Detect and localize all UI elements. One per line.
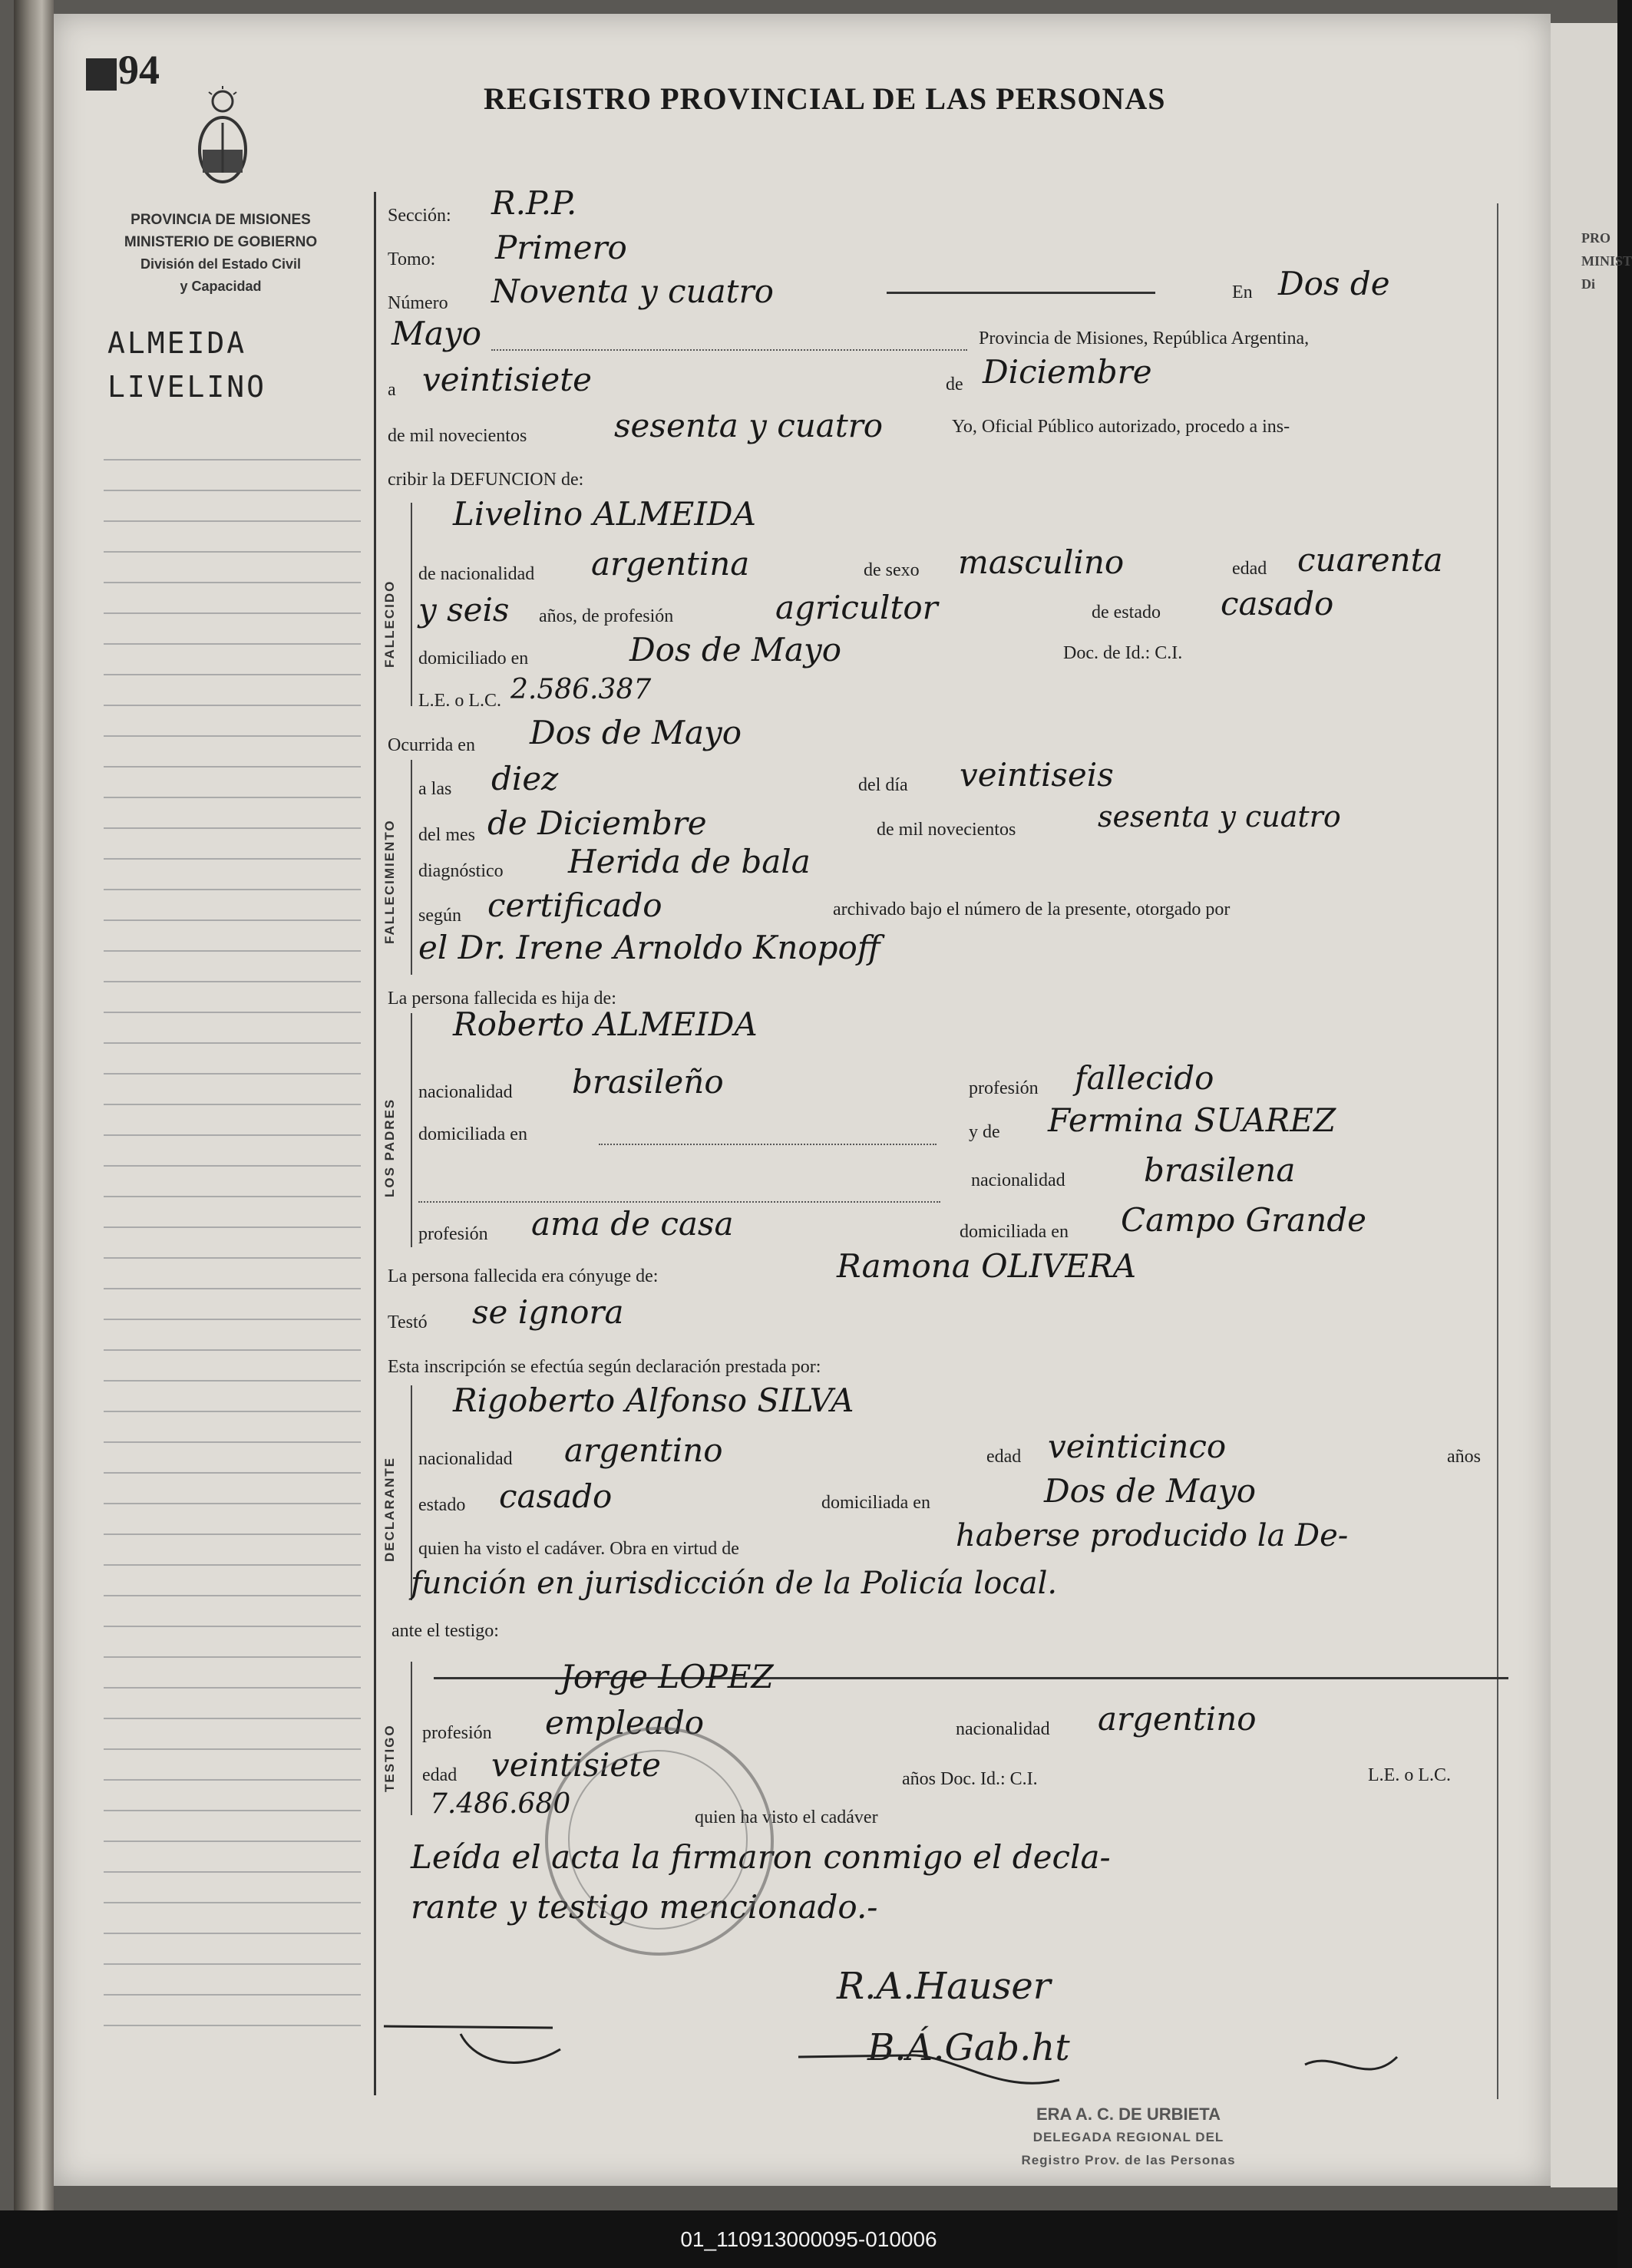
- label-testigo-nacionalidad: nacionalidad: [956, 1719, 1050, 1739]
- value-estado: casado: [1221, 585, 1334, 622]
- section-padres: LOS PADRES: [382, 1098, 397, 1197]
- label-diagnostico: diagnóstico: [418, 861, 504, 881]
- label-testigo-doc: años Doc. Id.: C.I.: [902, 1769, 1038, 1789]
- value-obra-1: haberse producido la De-: [956, 1518, 1349, 1553]
- label-doc: Doc. de Id.: C.I.: [1063, 643, 1183, 663]
- label-declarante-intro: Esta inscripción se efectúa según declaración prestada por:: [388, 1357, 821, 1377]
- value-hora: diez: [491, 760, 559, 797]
- image-id-caption: 01_110913000095-010006: [0, 2210, 1617, 2268]
- label-madre-domicilio: domiciliada en: [960, 1222, 1069, 1242]
- value-profesion: agricultor: [775, 589, 938, 626]
- label-domicilio: domiciliado en: [418, 649, 529, 669]
- label-anos: años: [1447, 1447, 1481, 1467]
- facing-page-edge: [1551, 23, 1632, 2187]
- label-anos-profesion: años, de profesión: [539, 606, 674, 626]
- label-madre-profesion: profesión: [418, 1224, 488, 1244]
- value-testigo-profesion: empleado: [545, 1704, 705, 1741]
- label-le: L.E. o L.C.: [418, 691, 501, 711]
- margin-surname: ALMEIDA: [107, 326, 247, 360]
- delegacion-line: Registro Prov. de las Personas: [1021, 2153, 1236, 2167]
- value-madre-profesion: ama de casa: [531, 1205, 734, 1243]
- provincia-text: Provincia de Misiones, República Argentina,: [979, 328, 1310, 348]
- value-madre-domicilio: Campo Grande: [1121, 1201, 1366, 1239]
- label-de: de: [946, 375, 963, 395]
- margin-given-name: LIVELINO: [107, 370, 267, 404]
- label-padre-profesion: profesión: [969, 1078, 1039, 1098]
- visto-cadaver-text: quien ha visto el cadáver: [695, 1807, 878, 1827]
- oficial-text: Yo, Oficial Público autorizado, procedo a ins-: [952, 417, 1290, 437]
- value-sexo: masculino: [958, 543, 1125, 581]
- right-border: [1497, 203, 1498, 2099]
- page-number: 94: [86, 46, 160, 94]
- value-seccion: R.P.P.: [491, 184, 577, 222]
- label-ante-testigo: ante el testigo:: [391, 1621, 499, 1641]
- value-day: veintisiete: [422, 361, 592, 398]
- page-divider: [374, 192, 376, 2095]
- value-padre: Roberto ALMEIDA: [453, 1005, 758, 1043]
- fallecimiento-box: [411, 760, 412, 975]
- value-conyuge: Ramona OLIVERA: [837, 1247, 1137, 1285]
- label-a: a: [388, 380, 396, 400]
- label-mes: del mes: [418, 825, 475, 845]
- value-declarante-nombre: Rigoberto Alfonso SILVA: [453, 1382, 854, 1419]
- issuer-block: [84, 209, 357, 298]
- value-month: Diciembre: [983, 353, 1152, 391]
- value-tomo: Primero: [495, 229, 627, 266]
- delegacion-stamp: [967, 2103, 1290, 2172]
- label-estado: de estado: [1092, 602, 1161, 622]
- value-le: 2.586.387: [510, 674, 652, 705]
- label-seccion: Sección:: [388, 206, 451, 226]
- archivado-text: archivado bajo el número de la presente, otorgado por: [833, 900, 1231, 919]
- value-segun: certificado: [487, 886, 662, 924]
- value-mes: de Diciembre: [487, 804, 707, 842]
- label-testo: Testó: [388, 1312, 428, 1332]
- value-deceased-name: Livelino ALMEIDA: [453, 495, 756, 533]
- section-declarante: DECLARANTE: [382, 1456, 397, 1562]
- label-dia: del día: [858, 775, 908, 795]
- label-madre-nacionalidad: nacionalidad: [971, 1170, 1065, 1190]
- facing-page-text: MINIST: [1581, 253, 1632, 269]
- value-declarante-edad: veinticinco: [1048, 1428, 1227, 1465]
- value-testigo-doc: 7.486.680: [430, 1788, 571, 1820]
- value-numero: Noventa y cuatro: [491, 272, 774, 310]
- value-dia: veintiseis: [960, 756, 1114, 794]
- label-y-de: y de: [969, 1122, 1000, 1142]
- value-declarante-estado: casado: [499, 1477, 613, 1515]
- label-edad: edad: [1232, 559, 1267, 579]
- value-testigo-nombre: Jorge LOPEZ: [560, 1658, 774, 1695]
- value-cierre-1: Leída el acta la firmaron conmigo el decla-: [411, 1838, 1111, 1876]
- section-fallecido: FALLECIDO: [382, 579, 397, 668]
- value-testigo-nacionalidad: argentino: [1098, 1700, 1257, 1738]
- testigo-box: [411, 1662, 412, 1815]
- issuer-line: MINISTERIO DE GOBIERNO: [124, 234, 318, 250]
- facing-page-text: PRO: [1581, 230, 1611, 246]
- issuer-line: PROVINCIA DE MISIONES: [130, 212, 311, 228]
- label-declarante-edad: edad: [986, 1447, 1022, 1467]
- facing-page-text: Di: [1581, 276, 1595, 292]
- delegacion-line: DELEGADA REGIONAL DEL: [1032, 2130, 1224, 2144]
- value-year: sesenta y cuatro: [614, 407, 884, 444]
- value-cierre-2: rante y testigo mencionado.-: [411, 1888, 878, 1926]
- issuer-line: y Capacidad: [180, 279, 262, 294]
- struck-line: [887, 292, 1155, 294]
- value-testo: se ignora: [472, 1293, 624, 1331]
- dotted-line: [491, 349, 967, 351]
- label-tomo: Tomo:: [388, 249, 436, 269]
- label-year: de mil novecientos: [388, 426, 527, 446]
- argentine-coat-of-arms-icon: [192, 84, 253, 192]
- label-segun: según: [418, 906, 461, 926]
- value-place: Dos de: [1278, 265, 1390, 302]
- label-anio: de mil novecientos: [877, 820, 1016, 840]
- value-domicilio: Dos de Mayo: [629, 631, 842, 669]
- label-sexo: de sexo: [864, 560, 920, 580]
- label-testigo-edad: edad: [422, 1765, 458, 1785]
- label-declarante-nacionalidad: nacionalidad: [418, 1449, 513, 1469]
- value-anio: sesenta y cuatro: [1098, 800, 1341, 834]
- value-testigo-edad: veintisiete: [491, 1746, 661, 1784]
- label-conyuge: La persona fallecida era cónyuge de:: [388, 1266, 659, 1286]
- signature-2: B.Á.Gab.ht: [867, 2026, 1070, 2069]
- value-padre-nacionalidad: brasileño: [572, 1063, 724, 1101]
- label-numero: Número: [388, 293, 448, 313]
- value-medico: el Dr. Irene Arnoldo Knopoff: [418, 929, 880, 966]
- value-edad2: y seis: [418, 591, 510, 629]
- signature-strokes: [368, 2003, 1520, 2111]
- label-hija: La persona fallecida es hija de:: [388, 989, 616, 1009]
- delegacion-name: ERA A. C. DE URBIETA: [1036, 2105, 1221, 2124]
- value-diagnostico: Herida de bala: [568, 843, 811, 880]
- value-declarante-domicilio: Dos de Mayo: [1044, 1472, 1257, 1510]
- section-testigo: TESTIGO: [382, 1724, 397, 1792]
- value-nacionalidad: argentina: [591, 545, 750, 583]
- dotted-line: [418, 1201, 940, 1203]
- value-madre-nacionalidad: brasilena: [1144, 1151, 1296, 1189]
- value-place-cont: Mayo: [391, 315, 482, 352]
- value-obra-2: función en jurisdicción de la Policía local.: [411, 1566, 1058, 1601]
- section-fallecimiento: FALLECIMIENTO: [382, 819, 397, 944]
- issuer-line: División del Estado Civil: [140, 256, 302, 272]
- fallecido-box: [411, 503, 412, 706]
- margin-ruled-lines: [104, 430, 361, 2042]
- label-en: En: [1232, 282, 1253, 302]
- document-title: REGISTRO PROVINCIAL DE LAS PERSONAS: [484, 81, 1166, 116]
- value-lugar: Dos de Mayo: [530, 714, 742, 751]
- label-padre-domicilio: domiciliada en: [418, 1124, 527, 1144]
- dotted-line: [599, 1144, 937, 1145]
- signature-1: R.A.Hauser: [837, 1965, 1051, 2008]
- label-testigo-profesion: profesión: [422, 1723, 492, 1743]
- book-spine: [14, 0, 54, 2210]
- value-madre: Fermina SUAREZ: [1048, 1101, 1336, 1139]
- inscribir-text: cribir la DEFUNCION de:: [388, 470, 584, 490]
- value-edad: cuarenta: [1297, 541, 1443, 579]
- label-hora: a las: [418, 779, 452, 799]
- value-padre-profesion: fallecido: [1075, 1059, 1214, 1097]
- value-declarante-nacionalidad: argentino: [564, 1431, 723, 1469]
- label-ocurrida: Ocurrida en: [388, 735, 475, 755]
- label-testigo-le: L.E. o L.C.: [1368, 1765, 1451, 1785]
- official-stamp-inner: [568, 1750, 748, 1930]
- padres-box: [411, 1013, 412, 1247]
- label-declarante-domicilio: domiciliada en: [821, 1493, 930, 1513]
- label-nacionalidad: de nacionalidad: [418, 564, 535, 584]
- label-declarante-estado: estado: [418, 1495, 466, 1515]
- visto-text: quien ha visto el cadáver. Obra en virtud de: [418, 1539, 739, 1559]
- label-padre-nacionalidad: nacionalidad: [418, 1082, 513, 1102]
